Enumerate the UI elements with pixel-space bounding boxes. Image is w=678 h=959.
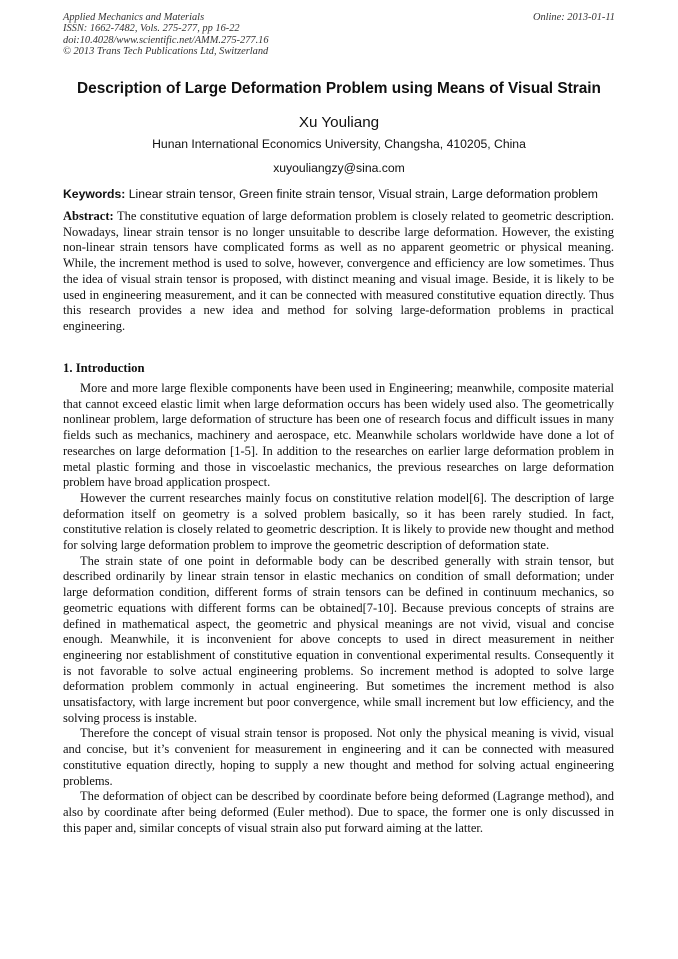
abstract-text: The constitutive equation of large deformation problem is closely related to geometric description. Nowadays, linear strain tensor is no longer unsuitable to describe large deformation. However, the existing non-linear strain tensors have complicated forms as well as no apparent geometric or physical meaning. While, the increment method is used to solve, however, convergence and efficiency are low sometimes. Thus the idea of visual strain tensor is proposed, with distinct meaning and visual image. Beside, it is likely to be used in engineering measurement, and it can be connected with measured constitutive equation directly. Thus this research provides a new idea and method for solving large-deformation problems in practical engineering.: [63, 209, 614, 333]
keywords-label: Keywords:: [63, 187, 126, 201]
keywords-text: Linear strain tensor, Green finite strain tensor, Visual strain, Large deformation problem: [128, 187, 598, 201]
journal-name: Applied Mechanics and Materials: [63, 12, 205, 23]
abstract: [63, 209, 614, 335]
keywords: [63, 187, 619, 201]
paragraph: The strain state of one point in deformable body can be described generally with strain tensor, but described ordinarily by linear strain tensor in elastic mechanics on condition of small deformation; under large deformation condition, different forms of strain tensors can be defined in continuum mechanics, so geometric equations with different forms can be obtained[7-10]. Because previous concepts of strains are defined in mathematical aspect, the geometric and physical meanings are not vivid, visual and concise enough. Meanwhile, it is inconvenient for above concepts to used in direct measurement in neither engineering nor establishment of constitutive equation in conventional experimental results. Consequently it is not favorable to solve actual engineering problems. So increment method is adopted to solve large deformation problem commonly in actual engineering. But sometimes the increment method is also unsatisfactory, with large increment but poor convergence, while small increment but low efficiency, and the solving process is instable.: [63, 553, 614, 725]
author-email: xuyouliangzy@sina.com: [273, 161, 405, 175]
introduction-body: [63, 381, 614, 836]
paragraph: However the current researches mainly focus on constitutive relation model[6]. The description of large deformation itself on geometry is a solved problem basically, so it has been rarely studied. In fact, constitutive relation is closely related to geometric description. It is likely to provide new thought and method for solving large deformation problem to improve the geometric description of deformation state.: [63, 490, 614, 553]
paper-title: Description of Large Deformation Problem using Means of Visual Strain: [77, 80, 601, 97]
paragraph: Therefore the concept of visual strain tensor is proposed. Not only the physical meaning is vivid, visual and concise, but it’s convenient for measurement in engineering and it can be connected with measured constitutive equation directly, hoping to supply a new thought and method for solving actual engineering problems.: [63, 726, 614, 788]
journal-header: [63, 12, 615, 58]
online-date: Online: 2013-01-11: [532, 12, 615, 23]
paragraph: The deformation of object can be described by coordinate before being deformed (Lagrange method), and also by coordinate after being deformed (Euler method). Due to space, the former one is only discussed in this paper and, similar concepts of visual strain also put forward aiming at the latter.: [63, 789, 614, 835]
doi-line: doi:10.4028/www.scientific.net/AMM.275-277.16: [63, 34, 269, 46]
issn-line: ISSN: 1662-7482, Vols. 275-277, pp 16-22: [63, 23, 240, 35]
abstract-label: Abstract:: [63, 209, 114, 223]
author-name: Xu Youliang: [298, 114, 380, 131]
paragraph: More and more large flexible components have been used in Engineering; meanwhile, composite material that cannot exceed elastic limit when large deformation occurs has been widely used also. The geometrically nonlinear problem, large deformation of structure has been one of research focus and difficult issues in many fields such as mechanics, machinery and aerospace, etc. Meanwhile scholars worldwide have done a lot of researches on large deformation [1-5]. In addition to the researches on earlier large deformation problem in metal plastic forming and those in viscoelastic mechanics, the previous researches on large deformation problem have broad application prospect.: [63, 381, 614, 490]
author-affiliation: Hunan International Economics University, Changsha, 410205, China: [152, 137, 526, 151]
section-heading-introduction: 1. Introduction: [63, 361, 145, 375]
copyright-line: © 2013 Trans Tech Publications Ltd, Switzerland: [63, 46, 269, 58]
